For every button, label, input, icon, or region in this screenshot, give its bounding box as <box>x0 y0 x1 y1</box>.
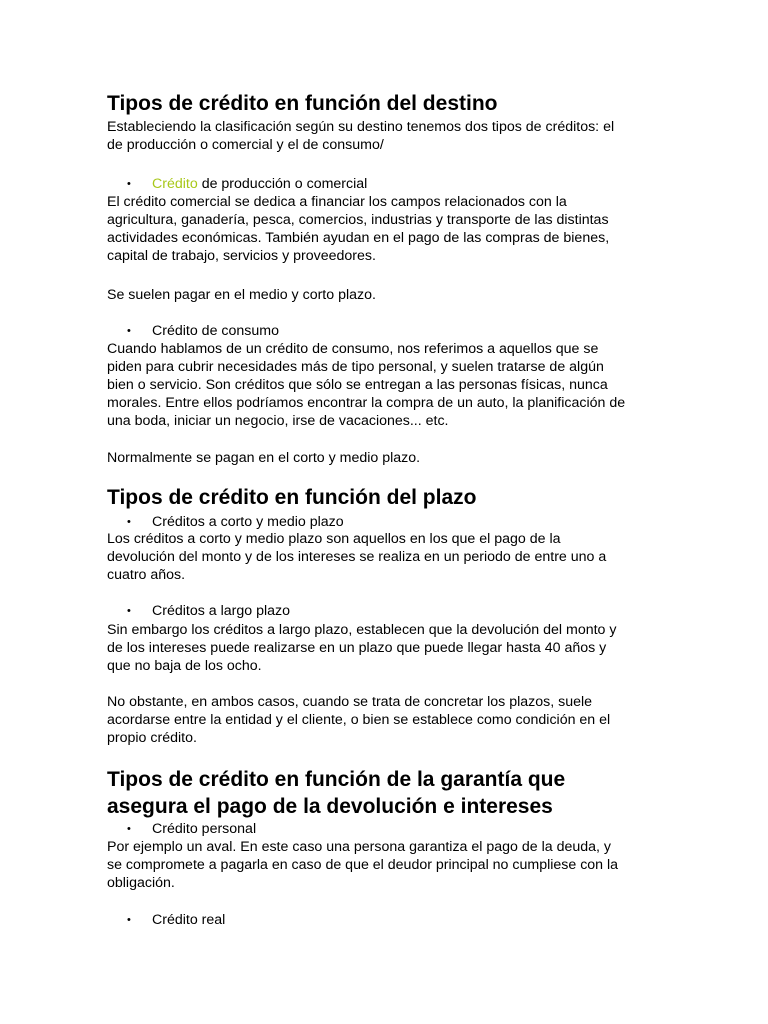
list-item-label: Crédito de consumo <box>152 323 279 339</box>
list-item-label: Crédito personal <box>152 821 257 837</box>
text-line: Sin embargo los créditos a largo plazo, establecen que la devolución del monto y <box>107 622 617 638</box>
paragraph-note-consumo: Normalmente se pagan en el corto y medio plazo. <box>107 450 421 466</box>
list-item-label: de producción o comercial <box>197 176 368 192</box>
credito-link[interactable]: Crédito <box>152 176 198 192</box>
text-line: capital de trabajo, servicios y proveedores. <box>107 248 376 264</box>
section-intro <box>107 118 667 154</box>
text-line: acordarse entre la entidad y el cliente, o bien se establece como condición en el <box>107 712 611 728</box>
text-line: actividades económicas. También ayudan en el pago de las compras de bienes, <box>107 230 610 246</box>
bullet: • <box>127 516 131 528</box>
list-item-label: Créditos a largo plazo <box>152 603 291 619</box>
paragraph-note-comercial: Se suelen pagar en el medio y corto plazo. <box>107 287 376 303</box>
bullet: • <box>127 823 131 835</box>
text-line: propio crédito. <box>107 730 197 746</box>
text-line: obligación. <box>107 875 175 891</box>
bullet: • <box>127 178 131 190</box>
text-line: Los créditos a corto y medio plazo son aquellos en los que el pago de la <box>107 531 561 547</box>
section-heading-garantia-line1: Tipos de crédito en función de la garantía que <box>107 768 566 791</box>
text-line: morales. Entre ellos podríamos encontrar la compra de un auto, la planificación de <box>107 395 626 411</box>
text-line: una boda, iniciar un negocio, irse de vacaciones... etc. <box>107 413 449 429</box>
text-line: devolución del monto y de los intereses se realiza en un periodo de entre uno a <box>107 549 607 565</box>
bullet: • <box>127 325 131 337</box>
text-line: Cuando hablamos de un crédito de consumo, nos referimos a aquellos que se <box>107 341 599 357</box>
text-line: bien o servicio. Son créditos que sólo se entregan a las personas físicas, nunca <box>107 377 608 393</box>
list-item-label: Crédito real <box>152 912 226 928</box>
text-line: que no baja de los ocho. <box>107 658 262 674</box>
text-line: Estableciendo la clasificación según su destino tenemos dos tipos de créditos: el <box>107 119 615 135</box>
paragraph-largo-plazo <box>107 621 667 675</box>
text-line: piden para cubrir necesidades más de tipo personal, y suelen tratarse de algún <box>107 359 604 375</box>
paragraph-credito-comercial <box>107 193 667 265</box>
bullet: • <box>127 914 131 926</box>
text-line: Por ejemplo un aval. En este caso una persona garantiza el pago de la deuda, y <box>107 839 611 855</box>
text-line: agricultura, ganadería, pesca, comercios, industrias y transporte de las distintas <box>107 212 609 228</box>
bullet: • <box>127 605 131 617</box>
paragraph-credito-personal <box>107 838 667 892</box>
section-heading-plazo: Tipos de crédito en función del plazo <box>107 486 477 509</box>
section-heading-destino: Tipos de crédito en función del destino <box>107 92 498 115</box>
text-line: No obstante, en ambos casos, cuando se trata de concretar los plazos, suele <box>107 694 593 710</box>
text-line: El crédito comercial se dedica a financiar los campos relacionados con la <box>107 194 567 210</box>
paragraph-corto-medio-plazo <box>107 530 667 584</box>
text-line: de producción o comercial y el de consumo/ <box>107 137 384 153</box>
paragraph-credito-consumo <box>107 340 667 430</box>
section-heading-garantia-line2: asegura el pago de la devolución e intereses <box>107 795 553 818</box>
text-line: se compromete a pagarla en caso de que el deudor principal no cumpliese con la <box>107 857 619 873</box>
text-line: cuatro años. <box>107 567 186 583</box>
paragraph-note-plazos <box>107 693 667 747</box>
text-line: de los intereses puede realizarse en un plazo que puede llegar hasta 40 años y <box>107 640 607 656</box>
list-item-label: Créditos a corto y medio plazo <box>152 514 344 530</box>
